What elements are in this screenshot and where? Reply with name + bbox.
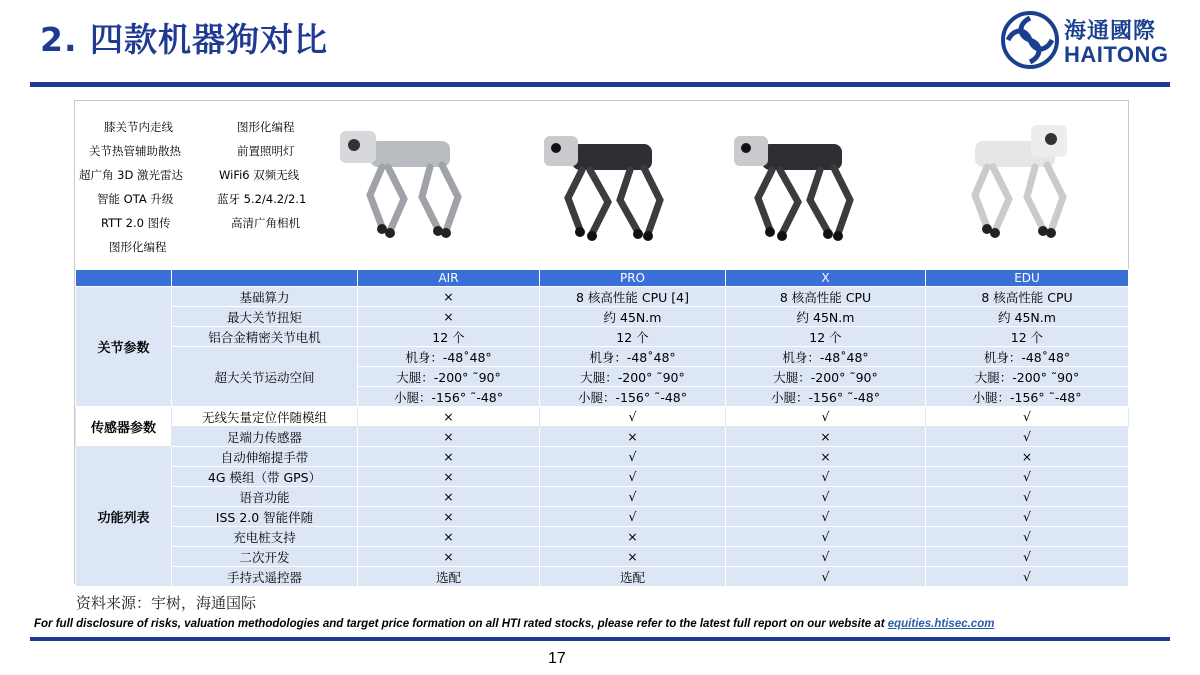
disclaimer-link[interactable]: equities.htisec.com <box>887 618 995 630</box>
table-cell: × <box>726 447 926 467</box>
feature-item: 高清广角相机 <box>231 216 300 230</box>
table-cell: 8 核高性能 CPU <box>926 287 1129 307</box>
haitong-logo <box>1000 10 1175 72</box>
table-cell: √ <box>726 507 926 527</box>
feature-item: WiFi6 双频无线 <box>219 168 300 182</box>
table-row <box>76 467 1129 487</box>
table-cell: 小腿：-156° ˜-48° <box>358 387 540 407</box>
feature-item: 超广角 3D 激光雷达 <box>79 168 183 182</box>
category-joint: 关节参数 <box>76 287 172 407</box>
spec-comparison-table <box>75 269 1129 587</box>
feature-item: 图形化编程 <box>109 240 167 254</box>
robot-dog-air-image <box>330 111 480 251</box>
table-cell: 8 核高性能 CPU [4] <box>540 287 726 307</box>
feature-item: 智能 OTA 升级 <box>97 192 174 206</box>
table-cell: √ <box>926 487 1129 507</box>
table-cell: √ <box>926 527 1129 547</box>
table-cell: √ <box>540 447 726 467</box>
feature-item: 关节热管辅助散热 <box>89 144 181 158</box>
table-row <box>76 307 1129 327</box>
table-cell: √ <box>926 427 1129 447</box>
table-cell: √ <box>726 487 926 507</box>
row-label: 二次开发 <box>172 547 358 567</box>
table-cell: √ <box>726 527 926 547</box>
table-cell: √ <box>926 407 1129 427</box>
comparison-panel <box>74 100 1129 584</box>
row-label: 语音功能 <box>172 487 358 507</box>
table-row <box>76 567 1129 587</box>
row-label: 自动伸缩提手带 <box>172 447 358 467</box>
page-title: 2. 四款机器狗对比 <box>40 20 328 59</box>
table-cell: √ <box>926 567 1129 587</box>
table-cell: 约 45N.m <box>926 307 1129 327</box>
table-cell: 机身：-48˚48° <box>358 347 540 367</box>
column-header-pro: PRO <box>540 270 726 287</box>
table-cell: 机身：-48˚48° <box>926 347 1129 367</box>
column-header-edu: EDU <box>926 270 1129 287</box>
table-cell: 12 个 <box>358 327 540 347</box>
table-cell: 约 45N.m <box>726 307 926 327</box>
feature-item: 图形化编程 <box>237 120 295 134</box>
table-cell: 机身：-48˚48° <box>540 347 726 367</box>
table-cell: 选配 <box>540 567 726 587</box>
table-cell: × <box>540 547 726 567</box>
table-row <box>76 427 1129 447</box>
table-cell: √ <box>726 547 926 567</box>
row-label: 足端力传感器 <box>172 427 358 447</box>
table-cell: × <box>540 427 726 447</box>
table-cell: × <box>358 487 540 507</box>
table-cell: 8 核高性能 CPU <box>726 287 926 307</box>
table-cell: × <box>358 527 540 547</box>
table-cell: √ <box>926 467 1129 487</box>
table-cell: √ <box>540 467 726 487</box>
table-cell: 12 个 <box>926 327 1129 347</box>
table-cell: √ <box>726 467 926 487</box>
table-cell: × <box>540 527 726 547</box>
category-function: 功能列表 <box>76 447 172 587</box>
header-divider <box>30 82 1170 87</box>
table-cell: √ <box>540 407 726 427</box>
table-cell: 大腿：-200° ˜90° <box>358 367 540 387</box>
table-cell: × <box>358 507 540 527</box>
page-number: 17 <box>548 650 566 667</box>
robot-dog-x-image <box>720 116 870 251</box>
column-header <box>172 270 358 287</box>
row-label: 4G 模组（带 GPS） <box>172 467 358 487</box>
disclaimer-text: For full disclosure of risks, valuation methodologies and target price formation on all HTI rated stocks, please refer to the latest full report on our website at <box>34 618 888 630</box>
robot-dog-edu-image <box>935 111 1085 251</box>
table-cell: 选配 <box>358 567 540 587</box>
table-cell: 机身：-48˚48° <box>726 347 926 367</box>
table-cell: × <box>926 447 1129 467</box>
haitong-logo-icon <box>1000 10 1060 70</box>
table-cell: √ <box>540 507 726 527</box>
table-row <box>76 347 1129 367</box>
table-cell: √ <box>926 507 1129 527</box>
robot-dog-pro-image <box>530 116 680 251</box>
table-cell: 12 个 <box>540 327 726 347</box>
table-cell: 大腿：-200° ˜90° <box>540 367 726 387</box>
logo-text-cn: 海通國際 <box>1064 19 1157 44</box>
row-label: 最大关节扭矩 <box>172 307 358 327</box>
table-cell: 大腿：-200° ˜90° <box>726 367 926 387</box>
table-cell: √ <box>726 407 926 427</box>
feature-item: RTT 2.0 图传 <box>101 216 171 230</box>
table-cell: × <box>358 447 540 467</box>
row-label: 基础算力 <box>172 287 358 307</box>
table-row <box>76 527 1129 547</box>
column-header <box>76 270 172 287</box>
row-label: 充电桩支持 <box>172 527 358 547</box>
table-cell: × <box>358 287 540 307</box>
table-row <box>76 487 1129 507</box>
table-cell: 12 个 <box>726 327 926 347</box>
table-cell: 大腿：-200° ˜90° <box>926 367 1129 387</box>
column-header-air: AIR <box>358 270 540 287</box>
table-row <box>76 287 1129 307</box>
table-cell: √ <box>726 567 926 587</box>
table-cell: √ <box>926 547 1129 567</box>
category-sensor: 传感器参数 <box>76 407 172 447</box>
row-label: 超大关节运动空间 <box>172 347 358 407</box>
table-cell: × <box>358 407 540 427</box>
row-label: 无线矢量定位伴随模组 <box>172 407 358 427</box>
table-cell: 约 45N.m <box>540 307 726 327</box>
column-header-x: X <box>726 270 926 287</box>
row-label: 铝合金精密关节电机 <box>172 327 358 347</box>
row-label: 手持式遥控器 <box>172 567 358 587</box>
table-cell: × <box>358 427 540 447</box>
source-note: 资料来源：宇树，海通国际 <box>76 594 257 612</box>
feature-item: 膝关节内走线 <box>104 120 173 134</box>
table-cell: × <box>358 547 540 567</box>
table-cell: × <box>358 307 540 327</box>
table-row <box>76 547 1129 567</box>
footer-divider <box>30 637 1170 641</box>
table-cell: √ <box>540 487 726 507</box>
table-cell: × <box>726 427 926 447</box>
table-row <box>76 407 1129 427</box>
table-row <box>76 507 1129 527</box>
row-label: ISS 2.0 智能伴随 <box>172 507 358 527</box>
table-cell: 小腿：-156° ˜-48° <box>926 387 1129 407</box>
feature-item: 蓝牙 5.2/4.2/2.1 <box>217 192 307 206</box>
table-cell: 小腿：-156° ˜-48° <box>726 387 926 407</box>
table-cell: × <box>358 467 540 487</box>
disclaimer <box>34 618 994 630</box>
table-cell: 小腿：-156° ˜-48° <box>540 387 726 407</box>
table-header-row <box>76 270 1129 287</box>
table-row <box>76 327 1129 347</box>
table-row <box>76 447 1129 467</box>
logo-text-en: HAITONG <box>1064 42 1169 67</box>
feature-item: 前置照明灯 <box>237 144 295 158</box>
